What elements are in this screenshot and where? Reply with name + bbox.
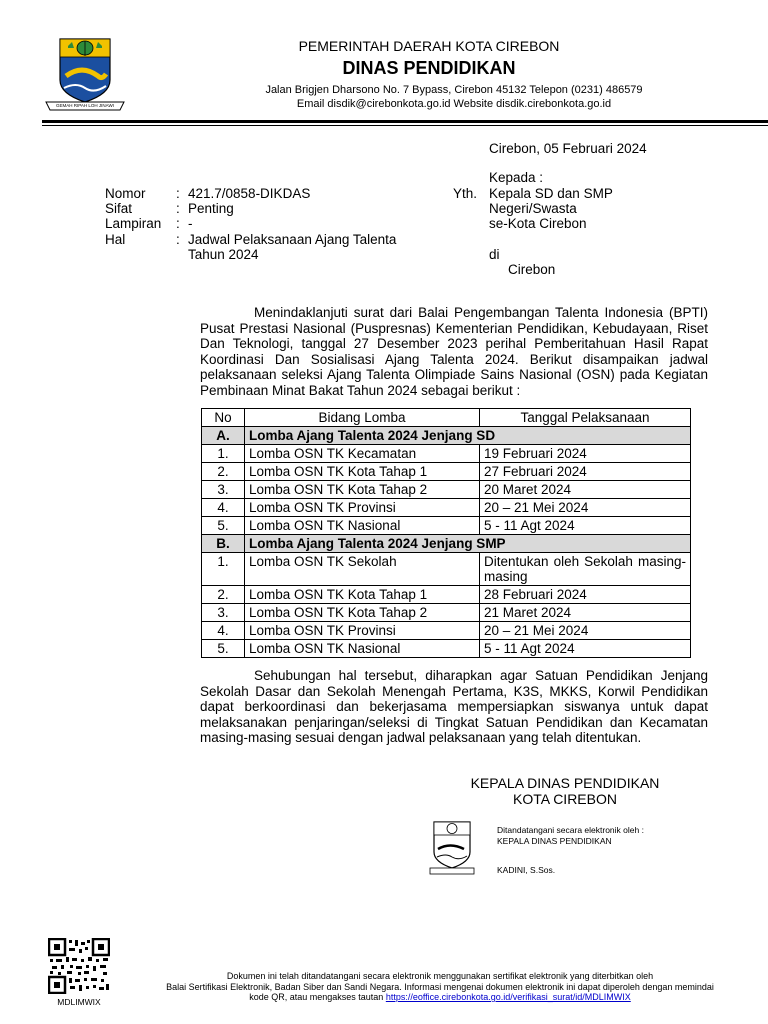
letterhead-rule-thin bbox=[42, 125, 768, 126]
row-field: Lomba OSN TK Kota Tahap 1 bbox=[245, 586, 480, 604]
row-date: 21 Maret 2024 bbox=[480, 604, 691, 622]
table-row bbox=[202, 640, 691, 658]
meta-value-cont: Tahun 2024 bbox=[188, 247, 259, 262]
closing-paragraph: Sehubungan hal tersebut, diharapkan agar Satuan Pendidikan Jenjang Sekolah Dasar dan Sekolah Menengah Pertama, K3S, MKKS, Korwil Pendidikan dapat berkoordinasi dan bekerjasama mempersiapkan siswanya untuk dapat melaksanakan penjaringan/seleksi di Tingkat Satuan Pendidikan dan Kecamatan masing-masing sesuai dengan jadwal pelaksanaan yang telah ditentukan. bbox=[200, 668, 708, 745]
table-row bbox=[202, 499, 691, 517]
footer-line-prefix: kode QR, atau mengakses tautan bbox=[249, 992, 386, 1002]
row-no: 1. bbox=[202, 553, 245, 586]
meta-label: Nomor bbox=[105, 186, 146, 201]
meta-label: Sifat bbox=[105, 201, 133, 216]
group-code: B. bbox=[202, 535, 245, 553]
letterhead-agency: DINAS PENDIDIKAN bbox=[342, 58, 516, 78]
row-no: 2. bbox=[202, 463, 245, 481]
row-field: Lomba OSN TK Sekolah bbox=[245, 553, 480, 586]
yth-label: Yth. bbox=[453, 186, 478, 201]
esign-logo-icon bbox=[428, 820, 476, 876]
schedule-table bbox=[201, 408, 691, 658]
qr-code-label: MDLIMWIX bbox=[57, 997, 101, 1007]
group-row bbox=[202, 427, 691, 445]
esign-position: KEPALA DINAS PENDIDIKAN bbox=[497, 836, 612, 846]
row-no: 1. bbox=[202, 445, 245, 463]
esign-statement: Ditandatangani secara elektronik oleh : bbox=[497, 825, 644, 835]
qr-code-icon bbox=[48, 938, 110, 994]
meta-colon: : bbox=[176, 232, 180, 247]
group-title: Lomba Ajang Talenta 2024 Jenjang SD bbox=[245, 427, 691, 445]
row-date: 20 – 21 Mei 2024 bbox=[480, 622, 691, 640]
meta-row-lampiran bbox=[105, 216, 445, 232]
row-no: 2. bbox=[202, 586, 245, 604]
row-field: Lomba OSN TK Kota Tahap 2 bbox=[245, 604, 480, 622]
footer-line: Dokumen ini telah ditandatangani secara elektronik menggunakan sertifikat elektronik yang diterbitkan oleh bbox=[226, 971, 654, 981]
row-date: 20 – 21 Mei 2024 bbox=[480, 499, 691, 517]
meta-label: Hal bbox=[105, 232, 126, 247]
row-date: 27 Februari 2024 bbox=[480, 463, 691, 481]
letterhead-contact: Email disdik@cirebonkota.go.id Website disdik.cirebonkota.go.id bbox=[296, 98, 612, 110]
signatory-title: KEPALA DINAS PENDIDIKAN bbox=[470, 775, 660, 791]
row-field: Lomba OSN TK Kota Tahap 1 bbox=[245, 463, 480, 481]
to-label: Kepada : bbox=[489, 170, 544, 185]
column-header: Bidang Lomba bbox=[245, 409, 480, 427]
logo-motto: GEMAH RIPAH LOH JINAWI bbox=[55, 103, 114, 108]
row-no: 5. bbox=[202, 640, 245, 658]
row-date: 5 - 11 Agt 2024 bbox=[480, 640, 691, 658]
meta-row-nomor bbox=[105, 186, 445, 202]
letterhead-address: Jalan Brigjen Dharsono No. 7 Bypass, Cirebon 45132 Telepon (0231) 486579 bbox=[265, 84, 643, 96]
table-row bbox=[202, 517, 691, 535]
row-date: 5 - 11 Agt 2024 bbox=[480, 517, 691, 535]
di-label: di bbox=[489, 247, 500, 262]
meta-colon: : bbox=[176, 216, 180, 231]
group-title: Lomba Ajang Talenta 2024 Jenjang SMP bbox=[245, 535, 691, 553]
meta-value: - bbox=[188, 216, 193, 231]
column-header: No bbox=[202, 409, 245, 427]
table-row bbox=[202, 445, 691, 463]
row-field: Lomba OSN TK Nasional bbox=[245, 517, 480, 535]
table-row bbox=[202, 604, 691, 622]
meta-row-hal bbox=[105, 232, 445, 264]
footer-line bbox=[120, 992, 760, 1003]
column-header: Tanggal Pelaksanaan bbox=[480, 409, 691, 427]
footer-notice bbox=[120, 971, 760, 1003]
table-row bbox=[202, 622, 691, 640]
recipient-city: Cirebon bbox=[508, 262, 556, 277]
verification-link[interactable]: https://eoffice.cirebonkota.go.id/verifikasi_surat/id/MDLIMWIX bbox=[385, 992, 631, 1002]
group-row bbox=[202, 535, 691, 553]
group-code: A. bbox=[202, 427, 245, 445]
row-date: Ditentukan oleh Sekolah masing-masing bbox=[480, 553, 691, 586]
row-date: 28 Februari 2024 bbox=[480, 586, 691, 604]
row-field: Lomba OSN TK Provinsi bbox=[245, 499, 480, 517]
row-date: 20 Maret 2024 bbox=[480, 481, 691, 499]
signatory-name: KADINI, S.Sos. bbox=[497, 865, 556, 875]
meta-value: 421.7/0858-DIKDAS bbox=[188, 186, 311, 201]
row-no: 5. bbox=[202, 517, 245, 535]
row-no: 4. bbox=[202, 622, 245, 640]
meta-value: Penting bbox=[188, 201, 234, 216]
row-field: Lomba OSN TK Provinsi bbox=[245, 622, 480, 640]
meta-colon: : bbox=[176, 201, 180, 216]
recipient-line: Negeri/Swasta bbox=[489, 201, 577, 216]
letterhead-rule-thick bbox=[42, 120, 768, 123]
table-row bbox=[202, 553, 691, 586]
letterhead-government: PEMERINTAH DAERAH KOTA CIREBON bbox=[298, 38, 560, 54]
place-date: Cirebon, 05 Februari 2024 bbox=[489, 141, 647, 156]
row-no: 3. bbox=[202, 481, 245, 499]
footer-line: Balai Sertifikasi Elektronik, Badan Siber dan Sandi Negara. Informasi mengenai dokumen elektronik ini dapat diperoleh dengan memindai bbox=[166, 981, 714, 992]
row-field: Lomba OSN TK Kecamatan bbox=[245, 445, 480, 463]
row-field: Lomba OSN TK Nasional bbox=[245, 640, 480, 658]
row-date: 19 Februari 2024 bbox=[480, 445, 691, 463]
row-no: 3. bbox=[202, 604, 245, 622]
intro-paragraph: Menindaklanjuti surat dari Balai Pengembangan Talenta Indonesia (BPTI) Pusat Prestasi Nasional (Puspresnas) Kementerian Pendidikan, Kebudayaan, Riset Dan Teknologi, tanggal 27 Desember 2023 perihal Pemberitahuan Hasil Rapat Koordinasi Dan Sosialisasi Ajang Talenta 2024. Berikut disampaikan jadwal pelaksanaan seleksi Ajang Talenta Olimpiade Sains Nasional (OSN) pada Kegiatan Pembinaan Minat Bakat Tahun 2024 sebagai berikut : bbox=[200, 305, 708, 398]
meta-row-sifat bbox=[105, 201, 445, 217]
meta-label: Lampiran bbox=[105, 216, 162, 231]
table-row bbox=[202, 463, 691, 481]
meta-colon: : bbox=[176, 186, 180, 201]
recipient-line: se-Kota Cirebon bbox=[489, 216, 587, 231]
table-header-row bbox=[202, 409, 691, 427]
table-row bbox=[202, 481, 691, 499]
row-no: 4. bbox=[202, 499, 245, 517]
meta-value: Jadwal Pelaksanaan Ajang Talenta bbox=[188, 232, 397, 247]
row-field: Lomba OSN TK Kota Tahap 2 bbox=[245, 481, 480, 499]
recipient-line: Kepala SD dan SMP bbox=[489, 186, 613, 201]
table-row bbox=[202, 586, 691, 604]
signatory-city: KOTA CIREBON bbox=[513, 791, 617, 807]
